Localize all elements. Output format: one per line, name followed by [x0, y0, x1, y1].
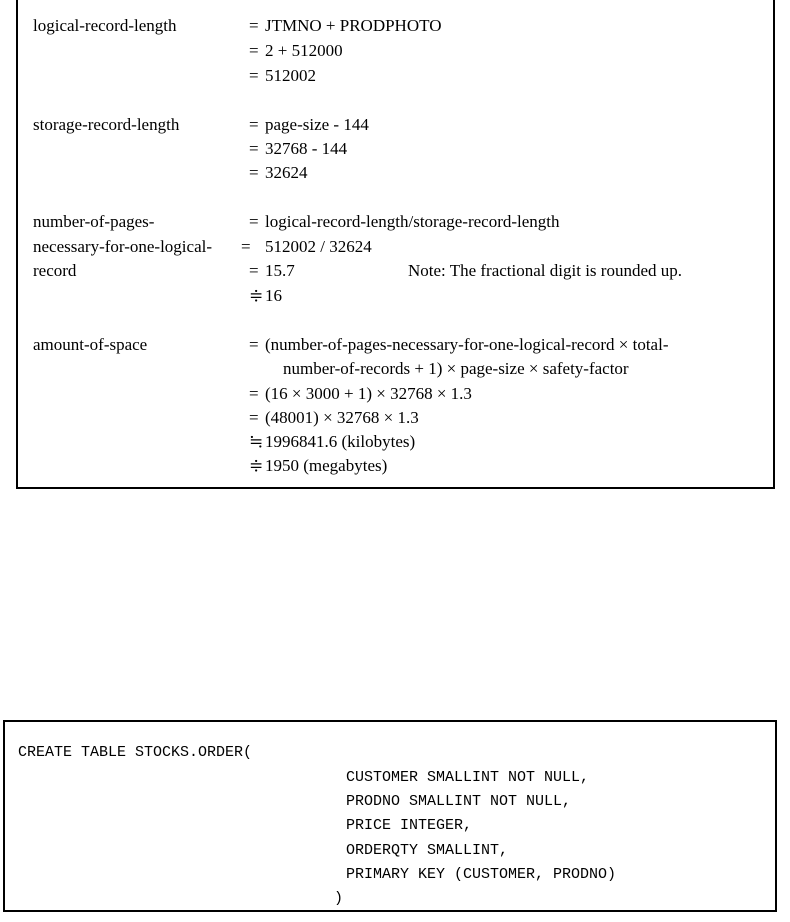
- storage-record-length-label: storage-record-length: [33, 115, 180, 134]
- storage-record-formula: page-size - 144: [265, 115, 369, 134]
- approx-equals-symbol: ≒: [249, 432, 264, 451]
- sql-line-close-paren: ): [334, 890, 344, 907]
- equals-sign: =: [249, 66, 259, 85]
- equals-sign: =: [249, 163, 259, 182]
- storage-record-values: 32768 - 144: [265, 139, 348, 158]
- pages-label-line-2: necessary-for-one-logical-: [33, 237, 213, 256]
- pages-values: 512002 / 32624: [265, 237, 372, 256]
- space-formula-line-2: number-of-records + 1) × page-size × safety-factor: [283, 359, 629, 378]
- pages-label-line-3: record: [33, 261, 77, 280]
- sql-line-primary-key: PRIMARY KEY (CUSTOMER, PRODNO): [346, 866, 617, 883]
- pages-formula: logical-record-length/storage-record-length: [265, 212, 560, 231]
- pages-rounded-result: 16: [265, 286, 282, 305]
- sql-line-customer: CUSTOMER SMALLINT NOT NULL,: [346, 769, 590, 786]
- storage-record-result: 32624: [265, 163, 308, 182]
- equals-sign: =: [249, 261, 259, 280]
- sql-line-orderqty: ORDERQTY SMALLINT,: [346, 842, 509, 859]
- rounding-note: Note: The fractional digit is rounded up.: [408, 261, 682, 280]
- space-formula-line-1: (number-of-pages-necessary-for-one-logical-record × total-: [265, 335, 669, 354]
- sql-line-price: PRICE INTEGER,: [346, 817, 473, 834]
- logical-record-result: 512002: [265, 66, 316, 85]
- logical-record-values: 2 + 512000: [265, 41, 343, 60]
- space-simplified: (48001) × 32768 × 1.3: [265, 408, 419, 427]
- approx-equals-symbol: ≑: [249, 456, 264, 475]
- equals-sign: =: [249, 16, 259, 35]
- equals-sign: =: [249, 335, 259, 354]
- approx-equals-symbol: ≑: [249, 286, 264, 305]
- equals-sign: =: [241, 237, 251, 256]
- space-megabytes: 1950 (megabytes): [265, 456, 388, 475]
- equals-sign: =: [249, 41, 259, 60]
- equals-sign: =: [249, 115, 259, 134]
- equals-sign: =: [249, 139, 259, 158]
- logical-record-formula: JTMNO + PRODPHOTO: [265, 16, 442, 35]
- equals-sign: =: [249, 212, 259, 231]
- equals-sign: =: [249, 408, 259, 427]
- pages-label-line-1: number-of-pages-: [33, 212, 155, 231]
- space-kilobytes: 1996841.6 (kilobytes): [265, 432, 416, 451]
- equals-sign: =: [249, 384, 259, 403]
- pages-decimal-result: 15.7: [265, 261, 295, 280]
- space-values: (16 × 3000 + 1) × 32768 × 1.3: [265, 384, 472, 403]
- amount-of-space-label: amount-of-space: [33, 335, 148, 354]
- sql-line-prodno: PRODNO SMALLINT NOT NULL,: [346, 793, 572, 810]
- logical-record-length-label: logical-record-length: [33, 16, 177, 35]
- sql-line-create-table: CREATE TABLE STOCKS.ORDER(: [18, 744, 253, 761]
